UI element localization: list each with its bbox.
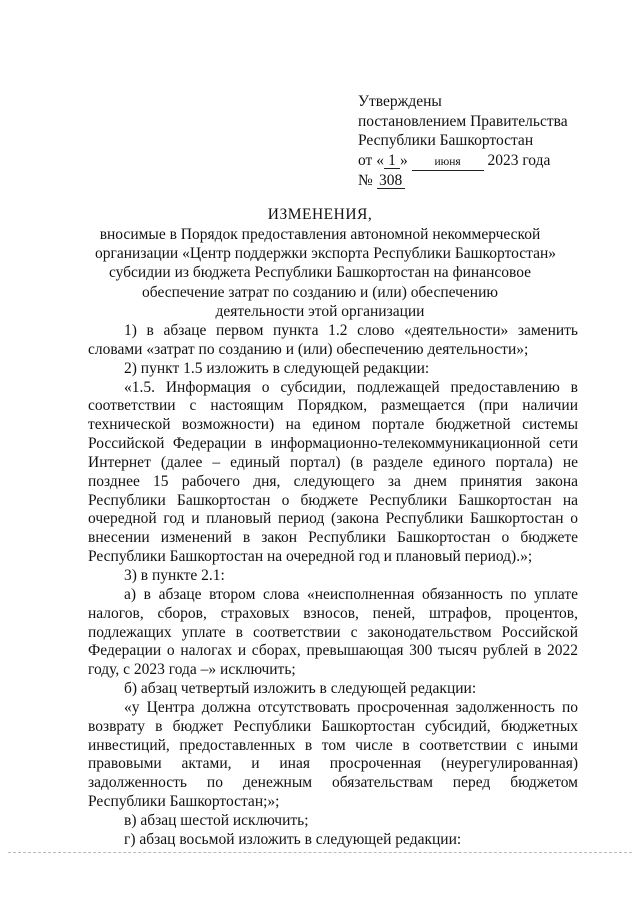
paragraph-subitem-a: а) в абзаце втором слова «неисполненная обязанность по уплате налогов, сборов, страховых взносов, пеней, штрафов, процентов, подлежащих уплате в соответствии с законодательством Российской Федерации о налогах и сборах, превышающая 300 тысяч рублей в 2022 году, с 2023 года –» исключить; <box>88 585 578 679</box>
approval-line-2: постановлением Правительства <box>358 112 568 130</box>
document-title: ИЗМЕНЕНИЯ, <box>267 206 373 223</box>
approval-block <box>358 92 608 190</box>
paragraph-item-3: 3) в пункте 2.1: <box>124 566 225 584</box>
date-day: 1 <box>384 153 400 169</box>
page-bottom-rule <box>8 852 632 853</box>
number-prefix: № <box>358 171 373 189</box>
paragraph-subitem-v: в) абзац шестой исключить; <box>124 811 309 829</box>
date-year: 2023 года <box>487 151 551 169</box>
subtitle-line: обеспечение затрат по созданию и (или) обеспечению <box>142 283 498 301</box>
paragraph-subitem-g: г) абзац восьмой изложить в следующей редакции: <box>124 830 462 848</box>
approval-date-line <box>358 151 608 171</box>
date-prefix: от « <box>358 151 384 169</box>
approval-number-line <box>358 171 608 191</box>
document-body <box>88 322 578 850</box>
approval-line-1: Утверждены <box>358 93 442 110</box>
paragraph-quote-b: «у Центра должна отсутствовать просроченная задолженность по возврату в бюджет Республики Башкортостан субсидий, бюджетных инвестиций, предоставленных в том числе в соответствии с иными правовыми актами, и иная просроченная (неурегулированная) задолженность по денежным обязательствам перед бюджетом Республики Башкортостан;»; <box>88 698 578 811</box>
subtitle-line: деятельности этой организации <box>215 302 425 320</box>
paragraph-item-2: 2) пункт 1.5 изложить в следующей редакции: <box>124 359 430 377</box>
resolution-number: 308 <box>377 173 405 189</box>
paragraph-subitem-b: б) абзац четвертый изложить в следующей редакции: <box>124 680 477 698</box>
paragraph-quote-1-5: «1.5. Информация о субсидии, подлежащей предоставлению в соответствии с настоящим Порядком, размещается (при наличии технической возможности) на едином портале бюджетной системы Российской Федерации в информационно-телекоммуникационной сети Интернет (далее – единый портал) (в разделе единого портала) не позднее 15 рабочего дня, следующего за днем принятия закона Республики Башкортостан о бюджете Республики Башкортостан на очередной год и плановый период (закона Республики Башкортостан о внесении изменений в закон Республики Башкортостан о бюджете Республики Башкортостан на очередной год и плановый период).»; <box>88 378 578 566</box>
subtitle-line: субсидии из бюджета Республики Башкортостан на финансовое <box>108 264 532 282</box>
paragraph-item-1: 1) в абзаце первом пункта 1.2 слово «деятельности» заменить словами «затрат по созданию и (или) обеспечению деятельности»; <box>88 322 578 358</box>
subtitle-line: организации «Центр поддержки экспорта Республики Башкортостан» <box>95 245 557 263</box>
subtitle-line: вносимые в Порядок предоставления автономной некоммерческой <box>99 226 541 243</box>
date-mid: » <box>399 151 408 169</box>
approval-line-3: Республики Башкортостан <box>358 132 534 149</box>
document-subtitle <box>95 225 557 321</box>
date-month: июня <box>412 155 484 171</box>
